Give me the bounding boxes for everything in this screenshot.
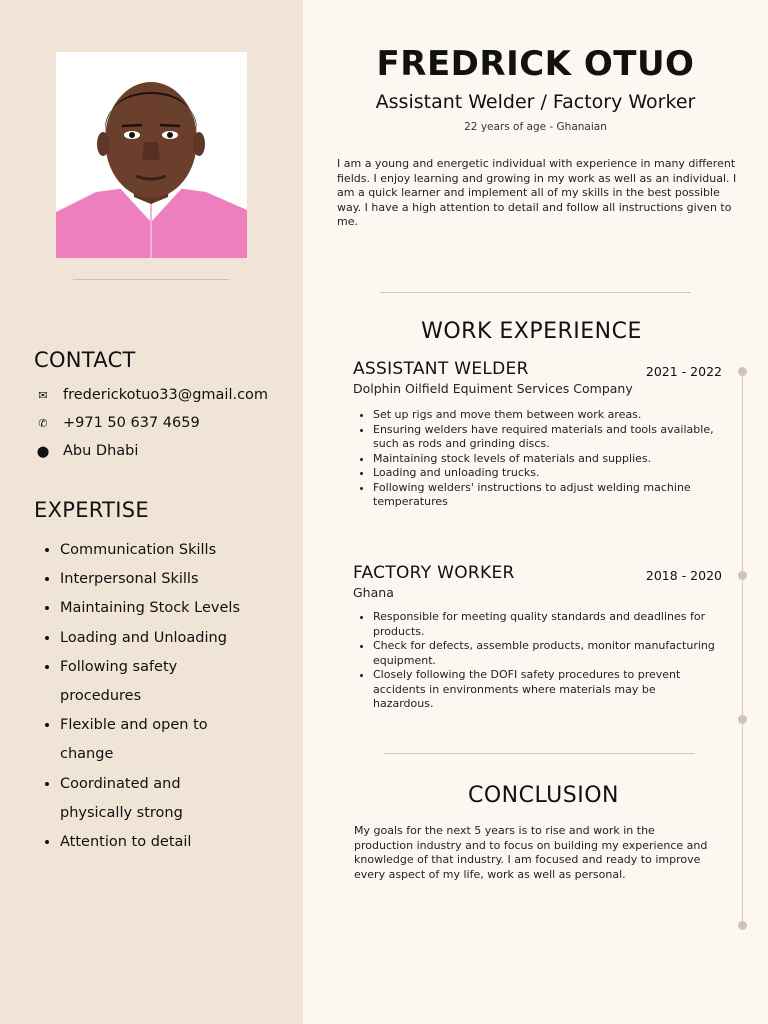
conclusion-heading: CONCLUSION	[468, 783, 619, 808]
candidate-name: FREDRICK OTUO	[376, 44, 695, 84]
sidebar-divider	[73, 279, 229, 280]
work-experience-heading: WORK EXPERIENCE	[421, 319, 642, 344]
timeline-dot	[738, 367, 747, 376]
email-text[interactable]: frederickotuo33@gmail.com	[63, 387, 269, 403]
contact-email[interactable]	[36, 387, 268, 403]
list-item: • Attention to detail	[60, 828, 322, 857]
age-nationality: 22 years of age - Ghanaian	[464, 121, 607, 133]
phone-icon: ✆	[38, 416, 48, 430]
expertise-heading: EXPERTISE	[34, 498, 149, 522]
list-item: • Coordinated and physically strong	[60, 770, 210, 828]
sidebar	[0, 0, 303, 1024]
main-column	[303, 0, 768, 1024]
job-years: 2021 - 2022	[645, 364, 722, 379]
list-item: • Ensuring welders have required materials and tools available, such as rods and grinding discs.	[373, 423, 718, 452]
list-item: • Check for defects, assemble products, monitor manufacturing equipment.	[373, 639, 718, 668]
list-item: • Following welders' instructions to adjust welding machine temperatures	[373, 481, 718, 510]
timeline-dot	[738, 715, 747, 724]
job-company: Dolphin Oilfield Equiment Services Company	[353, 381, 633, 396]
profile-photo	[56, 52, 247, 258]
list-item: • Responsible for meeting quality standards and deadlines for products.	[373, 610, 718, 639]
list-item: • Maintaining stock levels of materials and supplies.	[373, 452, 718, 467]
job-years: 2018 - 2020	[645, 568, 722, 583]
candidate-role: Assistant Welder / Factory Worker	[375, 91, 696, 113]
location-text: Abu Dhabi	[63, 443, 139, 459]
contact-heading: CONTACT	[34, 348, 136, 372]
job-company: Ghana	[353, 585, 394, 600]
contact-location	[36, 443, 138, 459]
profile-summary: I am a young and energetic individual with experience in many different fields. I enjoy learning and growing in my work as well as an individual. I am a quick learner and implement all of my skills in the best possible way. I have a high attention to detail and follow all instructions given to me.	[337, 157, 737, 229]
conclusion-text: My goals for the next 5 years is to rise and work in the production industry and to focus on building my experience and knowledge of that industry. I am focused and ready to improve every aspect of my life, work as well as personal.	[354, 824, 708, 881]
list-item: • Loading and Unloading	[60, 624, 322, 653]
list-item: • Maintaining Stock Levels	[60, 594, 322, 623]
envelope-icon: ✉	[38, 388, 48, 402]
section-divider	[384, 753, 695, 754]
job-title: ASSISTANT WELDER	[353, 359, 529, 379]
section-divider	[380, 292, 691, 293]
job-duties	[353, 408, 718, 510]
list-item: • Closely following the DOFI safety procedures to prevent accidents in environments where materials may be hazardous.	[373, 668, 718, 712]
timeline-dot	[738, 921, 747, 930]
list-item: • Interpersonal Skills	[60, 565, 322, 594]
timeline-line	[742, 371, 743, 927]
expertise-list	[34, 536, 322, 857]
job-title: FACTORY WORKER	[353, 563, 515, 583]
phone-text[interactable]: +971 50 637 4659	[63, 415, 200, 431]
list-item: • Loading and unloading trucks.	[373, 466, 718, 481]
job-duties	[353, 610, 718, 712]
list-item: • Following safety procedures	[60, 653, 200, 711]
location-pin-icon: ⬤	[36, 444, 50, 458]
list-item: • Communication Skills	[60, 536, 322, 565]
list-item: • Flexible and open to change	[60, 711, 230, 769]
list-item: • Set up rigs and move them between work areas.	[373, 408, 718, 423]
timeline-dot	[738, 571, 747, 580]
contact-phone[interactable]	[36, 415, 200, 431]
